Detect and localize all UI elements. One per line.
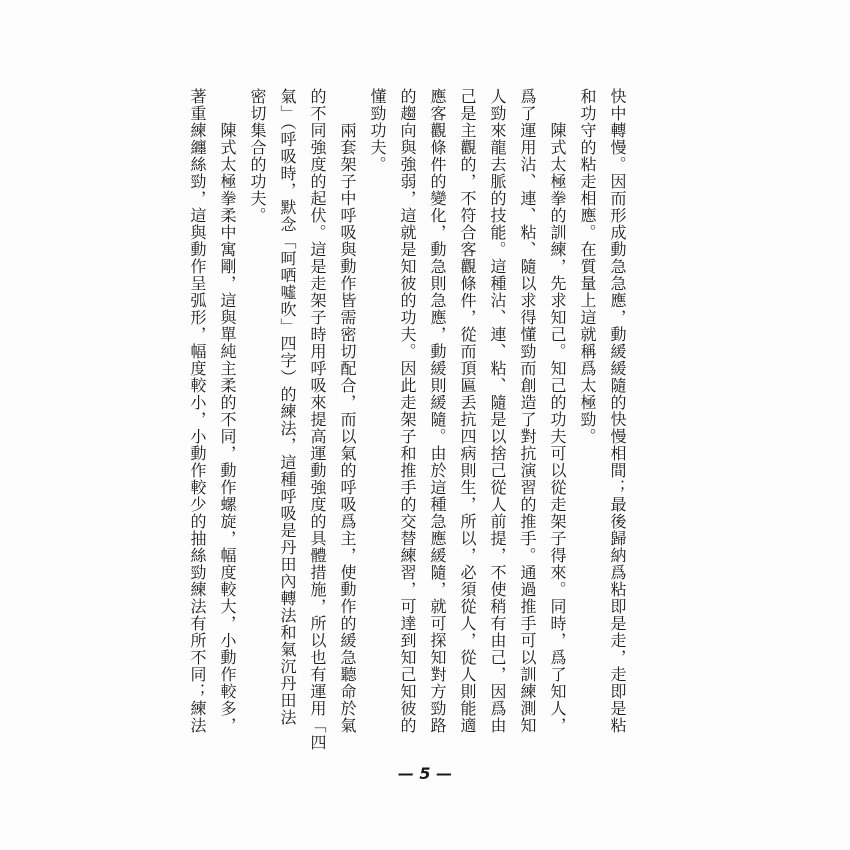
text-column: 著重練纏絲勁，這與動作呈弧形，幅度較小，小動作較少的抽絲勁練法有所不同；練法 — [188, 88, 207, 734]
page-number: — 5 — — [397, 764, 453, 783]
text-column: 快中轉慢。因而形成動急急應，動緩緩隨的快慢相間；最後歸納爲粘即是走，走即是粘 — [608, 88, 627, 734]
text-column: 密切集合的功夫。 — [248, 88, 267, 224]
text-column: 應客觀條件的變化，動急則急應，動緩則緩隨。由於這種急應緩隨，就可探知對方勁路 — [428, 88, 447, 734]
text-column: 和功守的粘走相應。在質量上這就稱爲太極勁。 — [578, 88, 597, 445]
text-column: 陳式太極拳的訓練，先求知己。知己的功夫可以從走架子得來。同時，爲了知人， — [548, 122, 567, 734]
text-column: 的不同強度的起伏。這是走架子時用呼吸來提高運動強度的具體措施，所以也有運用「四 — [308, 88, 327, 751]
text-column: 的趨向與強弱，這就是知彼的功夫。因此走架子和推手的交替練習，可達到知己知彼的 — [398, 88, 417, 734]
text-column: 人勁來龍去脈的技能。這種沾、連、粘、隨是以捨己從人前提，不使稍有由己，因爲由 — [488, 88, 507, 734]
text-column: 氣」（呼吸時，默念「呵哂噓吹」四字）的練法，這種呼吸是丹田內轉法和氣沉丹田法 — [278, 88, 297, 726]
text-column: 己是主觀的，不符合客觀條件，從而頂匾丢抗四病則生，所以，必須從人，從人則能適 — [458, 88, 477, 734]
text-column: 陳式太極拳柔中寓剛，這與單純主柔的不同，動作螺旋，幅度較大，小動作較多， — [218, 122, 237, 734]
text-column: 懂勁功夫。 — [368, 88, 387, 173]
text-column: 爲了運用沾、連、粘、隨以求得懂勁而創造了對抗演習的推手。通過推手可以訓練測知 — [518, 88, 537, 734]
text-column: 兩套架子中呼吸與動作皆需密切配合，而以氣的呼吸爲主，使動作的緩急聽命於氣 — [338, 122, 357, 734]
